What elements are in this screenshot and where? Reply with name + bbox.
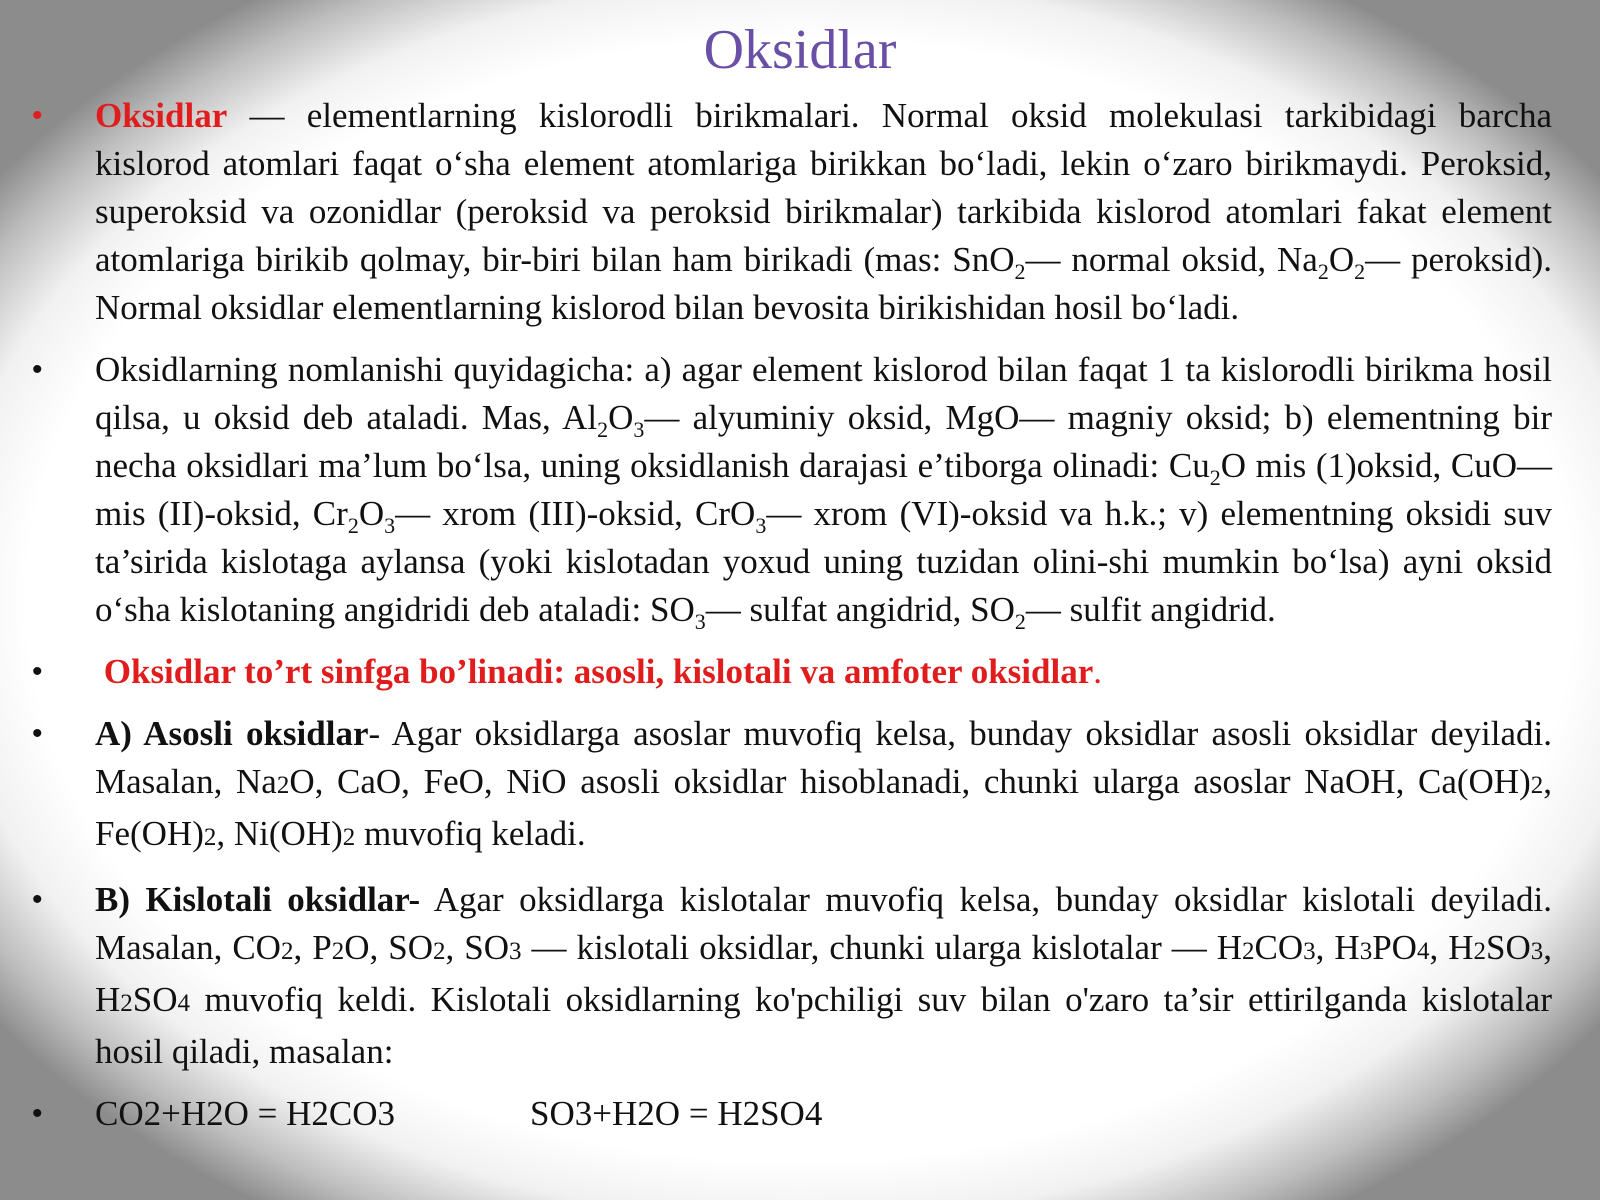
text-span: , H <box>95 928 1553 1019</box>
text-span: — normal oksid, Na <box>1025 240 1318 279</box>
subscript: 2 <box>597 417 609 442</box>
text-span: O <box>1328 240 1355 279</box>
text-span: — peroksid). Normal oksidlar elementlarning kislorod bilan bevosita birikishidan hosil bo‘ladi. <box>95 240 1552 327</box>
text-span: muvofiq keladi. <box>355 814 586 853</box>
text-span: , P <box>293 928 332 967</box>
term-oksidlar: Oksidlar <box>95 96 228 135</box>
bullet-dot: • <box>32 717 43 750</box>
small-subscript: 2 <box>1530 772 1544 799</box>
text-span: O, CaO, FeO, NiO asosli oksidlar hisoblanadi, chunki ularga asoslar NaOH, Ca(OH) <box>289 762 1531 801</box>
text-span: O <box>608 398 634 437</box>
small-subscript: 2 <box>1242 938 1255 965</box>
paragraph-basic-oxides <box>95 710 1552 862</box>
text-span: PO <box>1372 928 1417 967</box>
text-span: O mis (1)oksid, CuO— mis (II)-oksid, Cr <box>95 446 1552 533</box>
equation-so3: SO3+H2O = H2SO4 <box>530 1094 823 1133</box>
text-span: Oksidlarning nomlanishi quyidagicha: a) agar element kislorod bilan faqat 1 ta kislorodli birikma hosil qilsa, u oksid deb ataladi. Mas, Al <box>95 350 1552 437</box>
subscript: 3 <box>694 609 706 634</box>
subscript: 2 <box>1209 465 1221 490</box>
bullet-dot: • <box>32 353 43 386</box>
small-subscript: 3 <box>508 938 522 965</box>
text-span: — elementlarning kislorodli birikmalari. Normal oksid molekulasi tarkibidagi barcha kislorod atomlari faqat o‘sha element atomlariga birikkan bo‘ladi, lekin o‘zaro birikmaydi. Peroksid, superoksid va ozonidlar (peroksid va peroksid birikmalar) tarkibida kislorod atomlari fakat element atomlariga birikib qolmay, bir-biri bilan ham birikadi (mas: SnO <box>95 96 1552 279</box>
paragraph-naming <box>95 346 1552 634</box>
paragraph-acidic-oxides <box>95 876 1552 1076</box>
bullet-item-naming <box>28 346 1552 634</box>
classes-period: . <box>1093 652 1102 691</box>
subscript: 2 <box>1354 259 1366 284</box>
text-span: muvofiq keldi. Kislotali oksidlarning ko'pchiligi suv bilan o'zaro ta’sir ettirilganda kislotalar hosil qiladi, masalan: <box>95 980 1552 1071</box>
small-subscript: 3 <box>1303 938 1316 965</box>
basic-oxides-heading: A) Asosli oksidlar <box>95 714 369 753</box>
subscript: 2 <box>1014 609 1026 634</box>
small-subscript: 2 <box>276 772 290 799</box>
text-span: , H <box>1315 928 1360 967</box>
text-span: — xrom (VI)-oksid va h.k.; v) elementning oksidi suv ta’sirida kislotaga aylansa (yoki kislotadan yoxud uning tuzidan olini-shi mumkin bo‘lsa) ayni oksid o‘sha kislotaning angidridi deb ataladi: SO <box>95 494 1552 629</box>
bullet-dot: • <box>32 1097 43 1130</box>
text-span: Agar oksidlarga kislotalar muvofiq kelsa, bunday oksidlar kislotali deyiladi. Masalan, CO <box>95 880 1552 967</box>
bullet-dot: • <box>32 883 43 916</box>
small-subscript: 4 <box>177 990 191 1017</box>
small-subscript: 2 <box>331 938 345 965</box>
equation-co2: CO2+H2O = H2CO3 <box>95 1094 396 1133</box>
paragraph-definition <box>95 92 1552 332</box>
text-span: O, SO <box>344 928 433 967</box>
bullet-item-definition <box>28 92 1552 332</box>
bullet-item-acidic-oxides <box>28 876 1552 1076</box>
classes-heading: Oksidlar to’rt sinfga bo’linadi: asosli, kislotali va amfoter oksidlar <box>103 652 1094 691</box>
small-subscript: 4 <box>1416 938 1430 965</box>
bullet-item-classes <box>28 648 1552 696</box>
bullet-dot: • <box>32 655 43 688</box>
bullet-item-equations <box>28 1090 1552 1138</box>
subscript: 3 <box>755 513 767 538</box>
small-subscript: 2 <box>203 824 217 851</box>
bullet-list <box>28 92 1552 1152</box>
small-subscript: 3 <box>1530 938 1544 965</box>
text-span: , Ni(OH) <box>216 814 343 853</box>
text-span: — sulfat angidrid, SO <box>705 590 1015 629</box>
subscript: 2 <box>347 513 359 538</box>
subscript: 2 <box>1317 259 1329 284</box>
text-span: , Fe(OH) <box>95 762 1552 853</box>
text-span: SO <box>132 980 178 1019</box>
text-span: CO <box>1254 928 1304 967</box>
text-span: — alyuminiy oksid, MgO— magniy oksid; b) elementning bir necha oksidlari ma’lum bo‘lsa, uning oksidlanish darajasi e’tiborga olinadi: Cu <box>95 398 1552 485</box>
paragraph-classes <box>95 648 1552 696</box>
bullet-item-basic-oxides <box>28 710 1552 862</box>
text-span: - Agar oksidlarga asoslar muvofiq kelsa, bunday oksidlar asosli oksidlar deyiladi. Masalan, Na <box>95 714 1553 801</box>
text-span: , SO <box>445 928 509 967</box>
small-subscript: 3 <box>1359 938 1373 965</box>
bullet-dot: • <box>32 99 43 132</box>
small-subscript: 2 <box>1473 938 1487 965</box>
text-span: SO <box>1486 928 1531 967</box>
subscript: 3 <box>633 417 645 442</box>
small-subscript: 2 <box>120 990 133 1017</box>
acidic-oxides-heading: B) Kislotali oksidlar- <box>95 880 421 919</box>
paragraph-equations <box>95 1090 1552 1138</box>
text-span: — sulfit angidrid. <box>1025 590 1276 629</box>
subscript: 3 <box>384 513 396 538</box>
text-span: O <box>358 494 385 533</box>
small-subscript: 2 <box>432 938 446 965</box>
text-span: , H <box>1429 928 1474 967</box>
slide-title: Oksidlar <box>703 19 897 81</box>
text-span: — kislotali oksidlar, chunki ularga kislotalar — H <box>521 928 1243 967</box>
small-subscript: 2 <box>280 938 294 965</box>
text-span: — xrom (III)-oksid, CrO <box>395 494 756 533</box>
small-subscript: 2 <box>342 824 356 851</box>
subscript: 2 <box>1014 259 1026 284</box>
